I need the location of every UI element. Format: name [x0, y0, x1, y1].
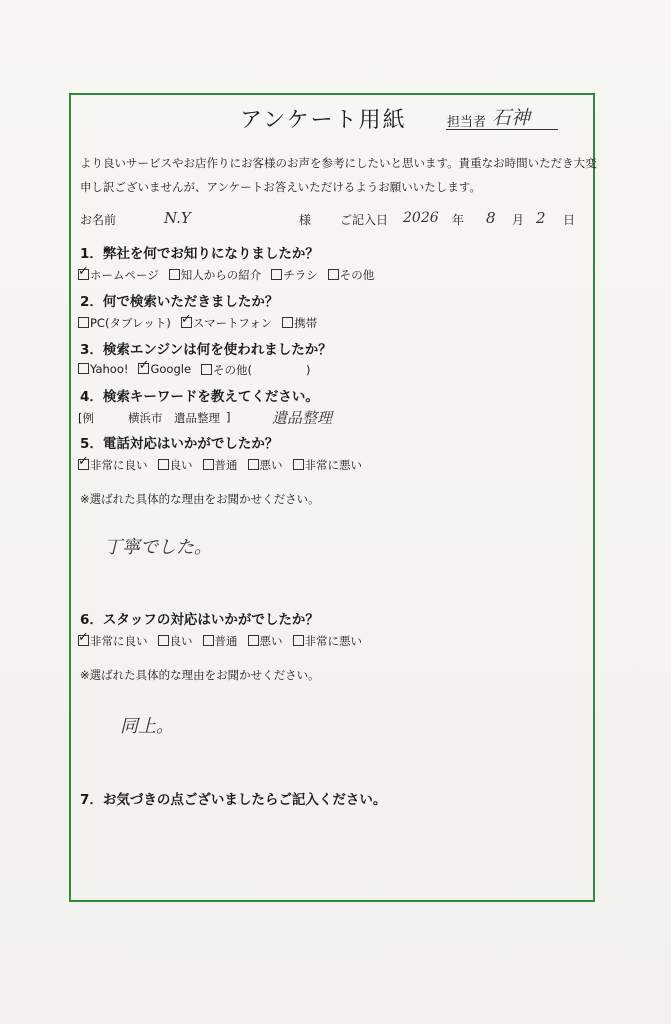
checkbox-icon[interactable]	[293, 459, 304, 470]
form-title: アンケート用紙	[240, 108, 407, 133]
name-label: お名前	[80, 213, 117, 227]
q5-option-1[interactable]: 良い	[158, 457, 193, 473]
sama-label: 様	[299, 213, 312, 227]
checkbox-icon[interactable]	[158, 635, 169, 646]
question-5: 5．電話対応はいかがでしたか？	[80, 436, 279, 452]
q5-option-0[interactable]: ✓非常に良い	[78, 457, 148, 473]
q5-reason-answer[interactable]: 丁寧でした。	[104, 537, 212, 558]
q6-option-4[interactable]: 非常に悪い	[293, 633, 363, 649]
q6-reason-answer[interactable]: 同上。	[120, 716, 174, 737]
checkbox-icon[interactable]	[78, 317, 89, 328]
checkbox-checked-icon[interactable]	[78, 269, 89, 280]
q5-option-2[interactable]: 普通	[203, 457, 238, 473]
q6-reason-prompt: ※選ばれた具体的な理由をお聞かせください。	[80, 668, 320, 682]
q4-example-open: [例	[78, 411, 94, 425]
checkbox-checked-icon[interactable]	[78, 459, 89, 470]
q3-option-2[interactable]: その他( )	[201, 362, 311, 378]
checkbox-icon[interactable]	[78, 363, 89, 374]
question-3: 3．検索エンジンは何を使われましたか？	[80, 342, 332, 358]
checkbox-icon[interactable]	[248, 635, 259, 646]
intro-line-1: より良いサービスやお店作りにお客様のお声を参考にしたいと思います。貴重なお時間いただき大変	[80, 156, 597, 170]
checkbox-icon[interactable]	[293, 635, 304, 646]
question-7: 7．お気づきの点ございましたらご記入ください。	[80, 792, 387, 808]
q5-reason-prompt: ※選ばれた具体的な理由をお聞かせください。	[80, 492, 320, 506]
checkbox-checked-icon[interactable]	[78, 635, 89, 646]
question-6: 6．スタッフの対応はいかがでしたか？	[80, 612, 319, 628]
checkbox-icon[interactable]	[201, 364, 212, 375]
q3-option-1[interactable]: ✓ Google	[138, 362, 191, 378]
q6-option-2[interactable]: 普通	[203, 633, 238, 649]
q2-option-1[interactable]: ✓ スマートフォン	[181, 315, 272, 331]
q6-options	[78, 633, 362, 649]
month-unit: 月	[512, 213, 525, 227]
checkbox-icon[interactable]	[169, 269, 180, 280]
q5-options	[78, 457, 362, 473]
q6-option-3[interactable]: 悪い	[248, 633, 283, 649]
q5-option-3[interactable]: 悪い	[248, 457, 283, 473]
question-4: 4．検索キーワードを教えてください。	[80, 389, 319, 405]
month-value: 8	[486, 209, 496, 227]
q4-example-close: ]	[226, 410, 231, 424]
q6-option-0[interactable]: ✓非常に良い	[78, 633, 148, 649]
q3-options	[78, 362, 311, 378]
year-unit: 年	[452, 213, 465, 227]
name-value: N.Y	[164, 209, 191, 227]
q1-option-1[interactable]: 知人からの紹介	[169, 267, 262, 283]
question-1: 1．弊社を何でお知りになりましたか？	[80, 246, 319, 262]
q2-options	[78, 315, 317, 331]
day-value: 2	[536, 209, 546, 227]
q2-option-0[interactable]: PC(タブレット)	[78, 315, 171, 331]
q2-option-2[interactable]: 携帯	[282, 315, 317, 331]
checkbox-icon[interactable]	[203, 635, 214, 646]
checkbox-icon[interactable]	[282, 317, 293, 328]
q4-example-words: 横浜市 遺品整理	[128, 411, 220, 425]
checkbox-icon[interactable]	[271, 269, 282, 280]
q5-option-4[interactable]: 非常に悪い	[293, 457, 363, 473]
year-value: 2026	[403, 210, 439, 226]
q1-option-0[interactable]: ✓ホームページ	[78, 267, 159, 283]
checkbox-icon[interactable]	[328, 269, 339, 280]
q1-option-2[interactable]: チラシ	[271, 267, 318, 283]
intro-line-2: 申し訳ございませんが、アンケートお答えいただけるようお願いいたします。	[80, 180, 481, 194]
q4-answer[interactable]: 遺品整理	[272, 409, 333, 427]
checkbox-icon[interactable]	[248, 459, 259, 470]
staff-underline	[446, 129, 558, 130]
q1-options	[78, 267, 374, 283]
question-2: 2．何で検索いただきましたか？	[80, 294, 279, 310]
checkbox-checked-icon[interactable]	[138, 363, 149, 374]
q1-option-3[interactable]: その他	[328, 267, 375, 283]
checkbox-checked-icon[interactable]	[181, 317, 192, 328]
q6-option-1[interactable]: 良い	[158, 633, 193, 649]
checkbox-icon[interactable]	[158, 459, 169, 470]
checkbox-icon[interactable]	[203, 459, 214, 470]
day-unit: 日	[563, 213, 576, 227]
staff-name: 石神	[492, 107, 531, 129]
staff-label: 担当者	[447, 115, 487, 130]
date-label: ご記入日	[340, 213, 389, 227]
q3-option-0[interactable]: Yahoo!	[78, 362, 128, 378]
